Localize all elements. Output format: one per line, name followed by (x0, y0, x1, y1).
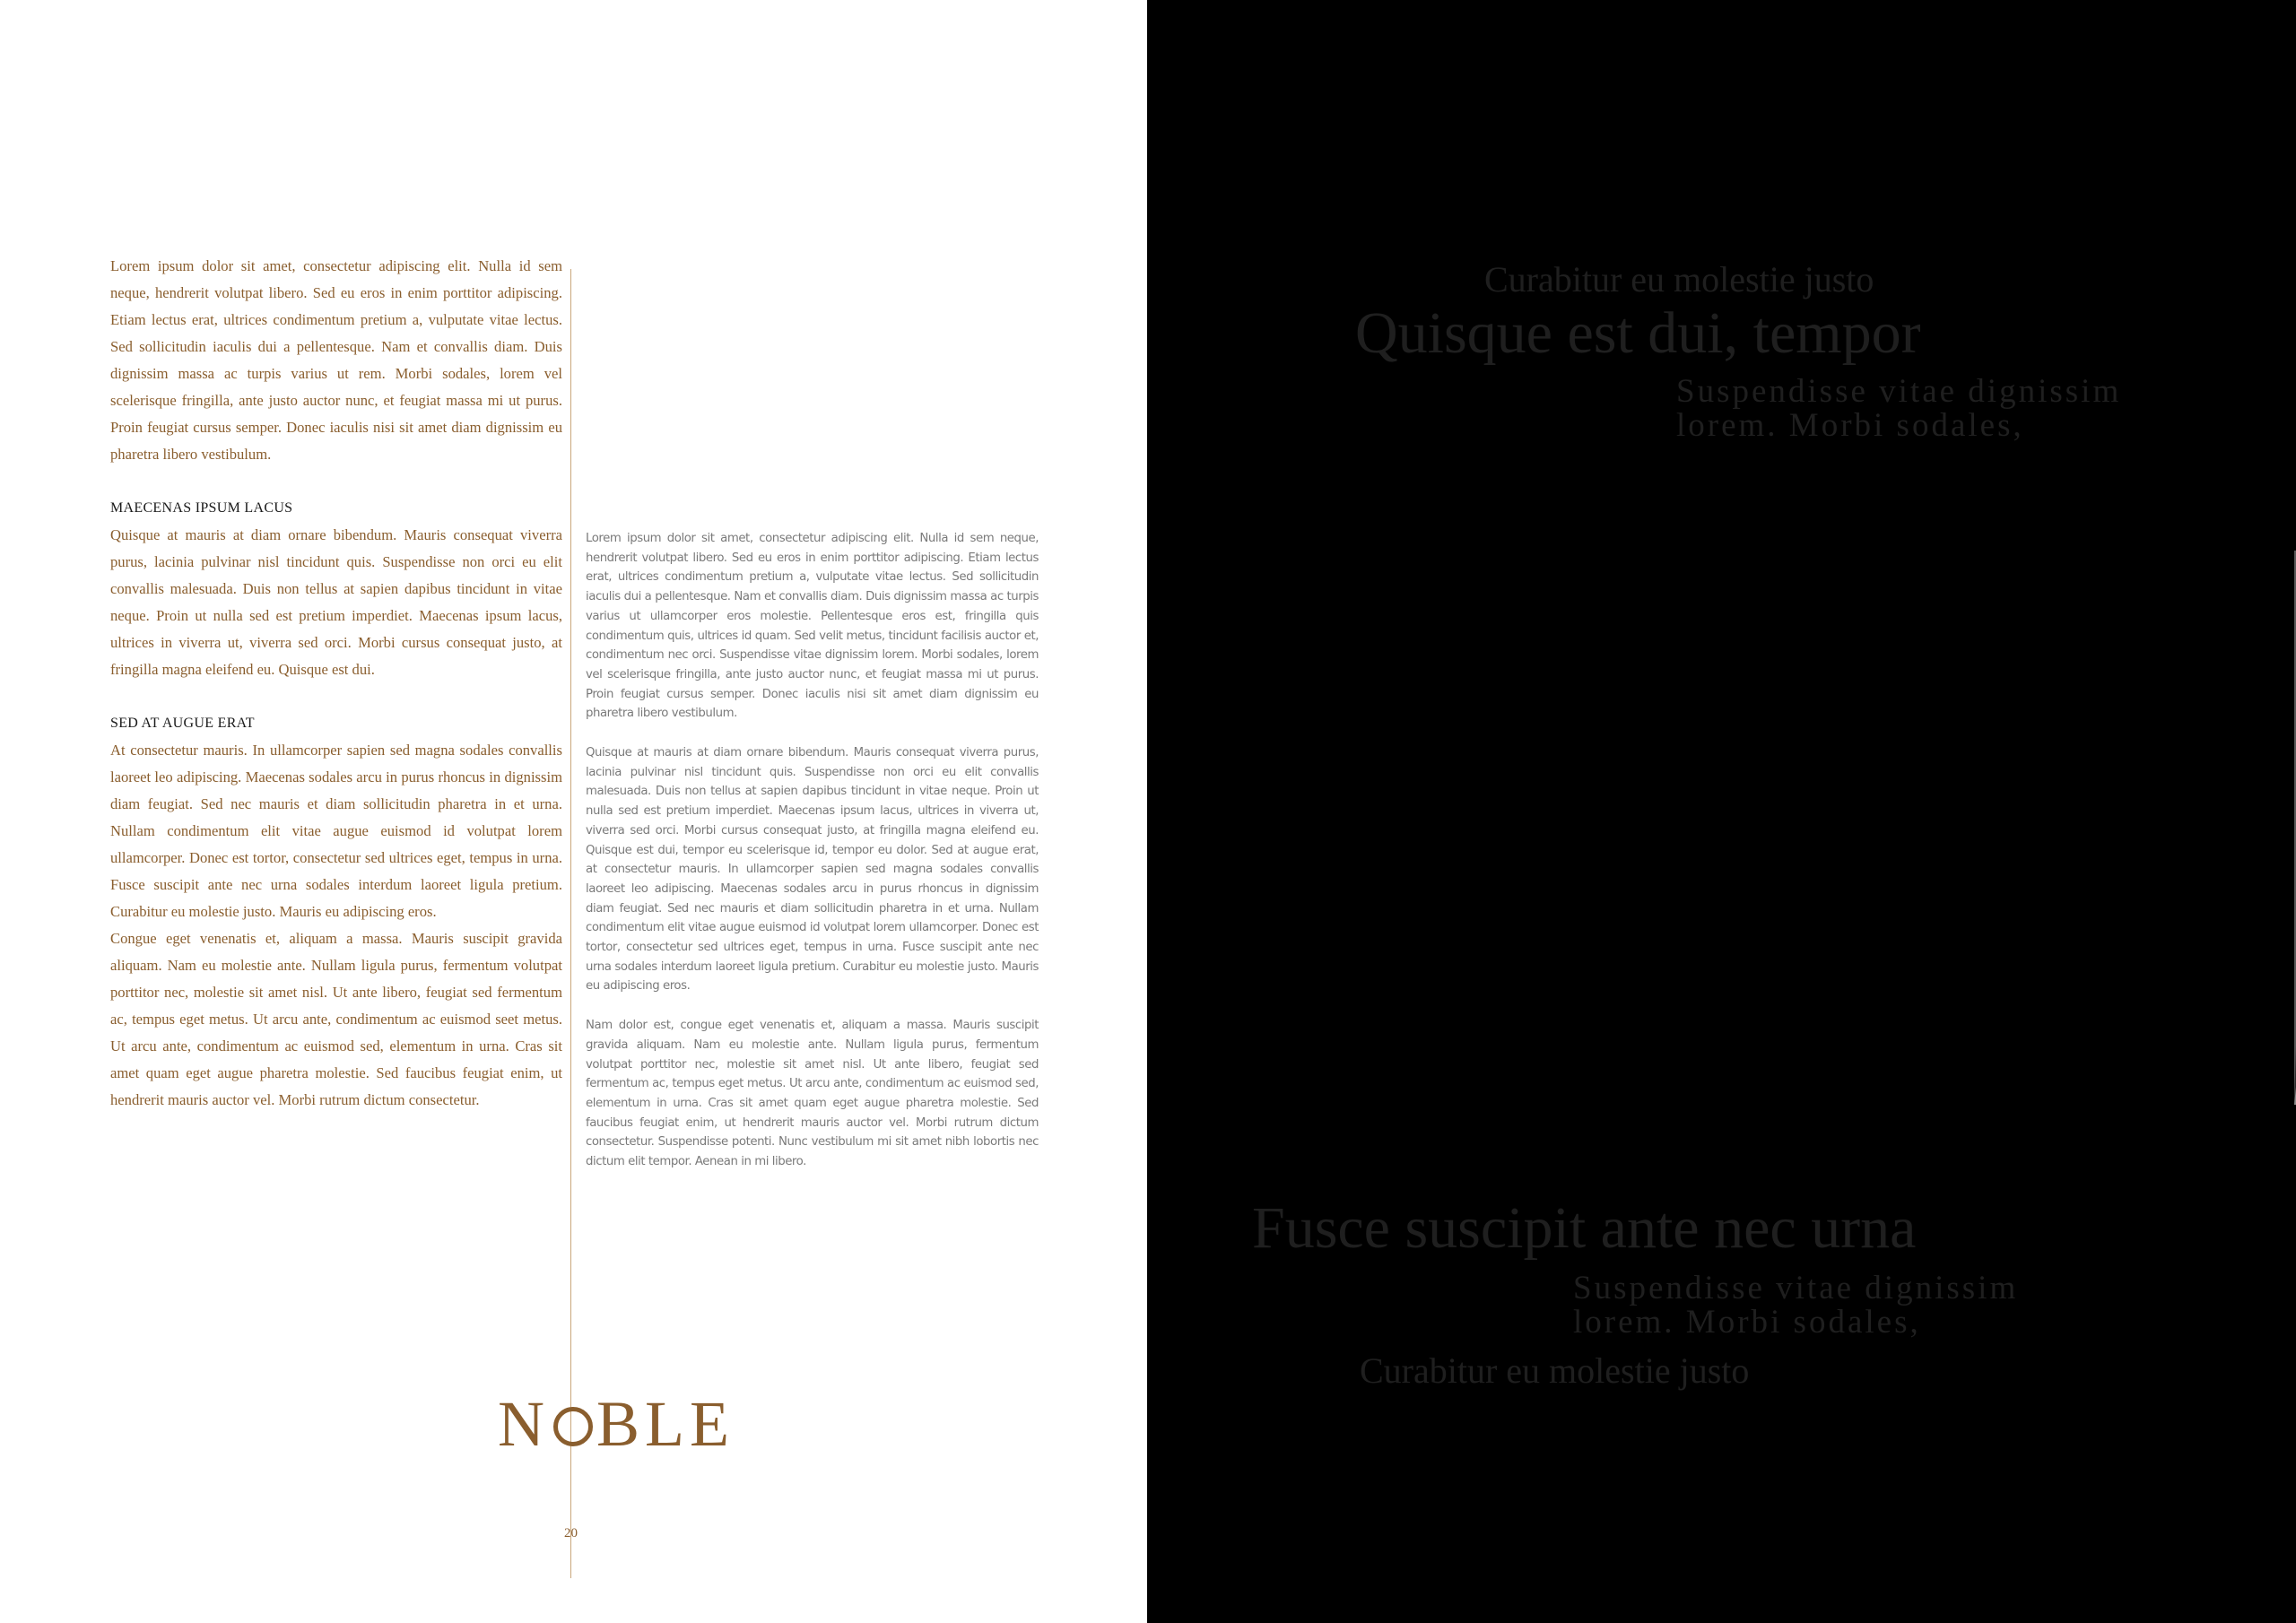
right-page (1147, 0, 2296, 1623)
spacer (110, 468, 562, 495)
spacer (110, 683, 562, 710)
noble-logo (498, 1388, 735, 1460)
column2-paragraph-2: Quisque at mauris at diam ornare bibendum. Mauris consequat viverra purus, lacinia pulvinar nisl tincidunt quis. Suspendisse non orci eu elit convallis malesuada. Duis non tellus at sapien dapibus tincidunt in vitae neque. Proin ut nulla sed est pretium imperdiet. Maecenas ipsum lacus, ultrices in viverra ut, viverra sed orci. Morbi cursus consequat justo, at fringilla magna eleifend eu. Quisque est dui, tempor eu scelerisque id, tempor eu dolor. Sed at augue erat, at consectetur mauris. In ullamcorper sapien sed magna sodales convallis laoreet leo adipiscing. Maecenas sodales arcu in purus rhoncus in dignissim diam feugiat. Sed nec mauris et diam sollicitudin pharetra in et urna. Nullam condimentum elit vitae augue euismod id volutpat lorem ullamcorper. Donec est tortor, consectetur sed ultrices eget, tempus in urna. Fusce suscipit ante nec urna sodales interdum laoreet ligula pretium. Curabitur eu molestie justo. Mauris eu adipiscing eros. (586, 746, 1039, 994)
column2-paragraph-3: Nam dolor est, congue eget venenatis et, aliquam a massa. Mauris suscipit gravida aliquam. Nam eu molestie ante. Nullam ligula purus, fermentum volutpat porttitor nec, molestie sit amet nisl. Ut ante libero, feugiat sed fermentum ac, tempus eget metus. Ut arcu ante, condimentum ac euismod sed, elementum in urna. Cras sit amet quam eget augue pharetra molestie. Sed faucibus feugiat enim, ut hendrerit mauris auctor vel. Morbi rutrum dictum consectetur. Suspendisse potenti. Nunc vestibulum mi sit amet nibh lobortis nec dictum elit tempor. Aenean in mi libero. (586, 1019, 1039, 1169)
left-page (0, 0, 1147, 1623)
logo-letters-end: BLE (596, 1388, 735, 1460)
text-column-left (110, 253, 562, 1114)
bottom-subheading (1573, 1271, 2018, 1340)
logo-ring-icon (553, 1407, 593, 1446)
column-divider (570, 269, 571, 1578)
intro-paragraph: Lorem ipsum dolor sit amet, consectetur adipiscing elit. Nulla id sem neque, hendrerit volutpat libero. Sed eu eros in enim porttitor adipiscing. Etiam lectus erat, ultrices condimentum pretium a, vulputate vitae lectus. Sed sollicitudin iaculis dui a pellentesque. Nam et convallis diam. Duis dignissim massa ac turpis varius ut rem. Morbi sodales, lorem vel scelerisque fringilla, ante justo auctor nunc, et feugiat massa mi ut purus. Proin feugiat cursus semper. Donec iaculis nisi sit amet diam dignissim eu pharetra libero vestibulum. (110, 257, 562, 463)
section-heading-sed: SED AT AUGUE ERAT (110, 716, 255, 731)
page-number: 20 (564, 1526, 578, 1541)
section-heading-maecenas: MAECENAS IPSUM LACUS (110, 500, 293, 516)
top-small-heading: Curabitur eu molestie justo (1484, 259, 1874, 299)
top-subheading-line-1: Suspendisse vitae dignissim (1676, 373, 2122, 410)
section-body-maecenas: Quisque at mauris at diam ornare bibendum. Mauris consequat viverra purus, lacinia pulvinar nisl tincidunt quis. Suspendisse non orci eu elit convallis malesuada. Duis non tellus at sapien dapibus tincidunt in vitae neque. Proin ut nulla sed est pretium imperdiet. Maecenas ipsum lacus, ultrices in viverra ut, viverra sed orci. Morbi cursus consequat justo, at fringilla magna eleifend eu. Quisque est dui. (110, 526, 562, 678)
top-subheading (1676, 375, 2121, 443)
bottom-small-heading: Curabitur eu molestie justo (1360, 1350, 1750, 1391)
column2-paragraph-1: Lorem ipsum dolor sit amet, consectetur adipiscing elit. Nulla id sem neque, hendrerit volutpat libero. Sed eu eros in enim porttitor adipiscing. Etiam lectus erat, ultrices condimentum pretium a, vulputate vitae lectus. Sed sollicitudin iaculis dui a pellentesque. Nam et convallis diam. Duis dignissim massa ac turpis varius ut ullamcorper eros molestie. Pellentesque eros est, fringilla quis condimentum quis, ultrices id quam. Sed velit metus, tincidunt facilisis auctor et, condimentum nec orci. Suspendisse vitae dignissim lorem. Morbi sodales, lorem vel scelerisque fringilla, ante justo auctor nunc, et feugiat massa mi ut purus. Proin feugiat cursus semper. Donec iaculis nisi sit amet diam dignissim eu pharetra libero vestibulum. (586, 532, 1039, 721)
top-subheading-line-2: lorem. Morbi sodales, (1676, 407, 2024, 444)
bottom-subheading-line-2: lorem. Morbi sodales, (1573, 1304, 1921, 1341)
logo-letters-start: N (498, 1388, 550, 1460)
section-body-sed-1: At consectetur mauris. In ullamcorper sapien sed magna sodales convallis laoreet leo adipiscing. Maecenas sodales arcu in purus rhoncus in dignissim diam feugiat. Sed nec mauris et diam sollicitudin pharetra in et urna. Nullam condimentum elit vitae augue euismod id volutpat lorem ullamcorper. Donec est tortor, consectetur sed ultrices eget, tempus in urna. Fusce suscipit ante nec urna sodales interdum laoreet ligula pretium. Curabitur eu molestie justo. Mauris eu adipiscing eros. (110, 742, 562, 920)
bottom-large-heading: Fusce suscipit ante nec urna (1252, 1195, 1917, 1261)
text-column-right (586, 529, 1039, 1192)
section-body-sed-2: Congue eget venenatis et, aliquam a massa. Mauris suscipit gravida aliquam. Nam eu molestie ante. Nullam ligula purus, fermentum volutpat porttitor nec, molestie sit amet nisl. Ut ante libero, feugiat sed fermentum ac, tempus eget metus. Ut arcu ante, condimentum ac euismod seet metus. Ut arcu ante, condimentum ac euismod sed, elementum in urna. Cras sit amet quam eget augue pharetra molestie. Sed faucibus feugiat enim, ut hendrerit mauris auctor vel. Morbi rutrum dictum consectetur. (110, 930, 562, 1108)
top-large-heading: Quisque est dui, tempor (1355, 300, 1921, 366)
bottom-subheading-line-1: Suspendisse vitae dignissim (1573, 1270, 2019, 1306)
